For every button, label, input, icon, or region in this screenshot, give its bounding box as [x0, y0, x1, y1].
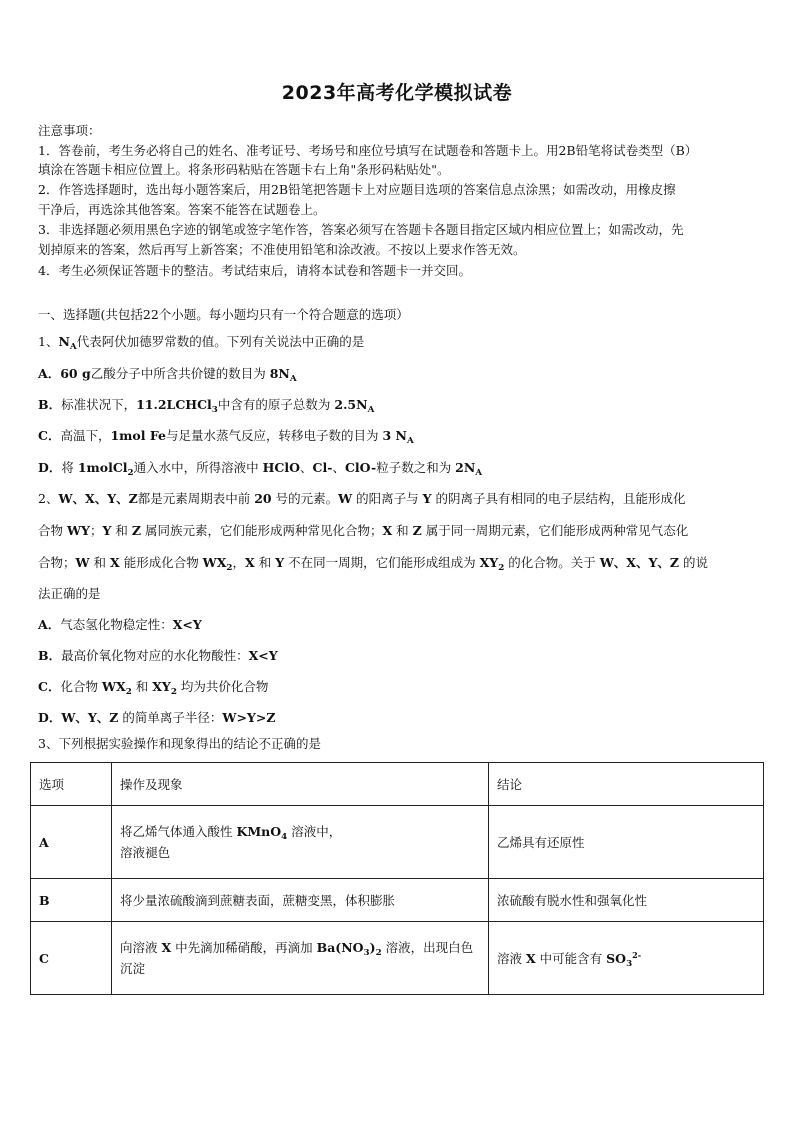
q1-option-a: A．60 g乙酸分子中所含共价键的数目为 $8N_A$ [38, 366, 297, 384]
header-option: 选项 [31, 763, 112, 806]
table-row: C 向溶液 X 中先滴加稀硝酸，再滴加 $Ba(NO_3)_2$ 溶液，出现白色 沉淀 溶液 X 中可能含有 $SO_3^{2-}$ [31, 922, 764, 995]
section-heading: 一、选择题(共包括22个小题。每小题均只有一个符合题意的选项） [38, 307, 409, 322]
na-symbol: N [58, 334, 70, 349]
notice-line-5: 3．非选择题必须用黑色字迹的钢笔或签字笔作答，答案必须写在答题卡各题目指定区域内相应位置上；如需改动，先 [38, 222, 684, 237]
notice-heading: 注意事项： [38, 123, 101, 138]
q1-option-c: C．高温下，1mol Fe与足量水蒸气反应，转移电子数的目为 3 $N_A$ [38, 428, 414, 446]
q2-option-b: B．最高价氧化物对应的水化物酸性：X<Y [38, 648, 278, 663]
q2-option-c: C．化合物 $WX_2$ 和 $XY_2$ 均为共价化合物 [38, 679, 269, 697]
notice-line-6: 划掉原来的答案，然后再写上新答案；不准使用铅笔和涂改液。不按以上要求作答无效。 [38, 242, 526, 257]
question-3-stem: 3、下列根据实验操作和现象得出的结论不正确 · ·的是 [38, 735, 321, 753]
notice-line-3: 2．作答选择题时，选出每小题答案后，用2B铅笔把答题卡上对应题目选项的答案信息点涂黑；如需改动，用橡皮擦 [38, 182, 676, 197]
table-row: A 将乙烯气体通入酸性 KMnO$_4$ 溶液中， 溶液褪色 乙烯具有还原性 [31, 806, 764, 879]
table-header-row [31, 763, 764, 806]
notice-line-4: 干净后，再选涂其他答案。答案不能答在试题卷上。 [38, 202, 326, 217]
question-2-line-2: 合物 WY；Y 和 Z 属同族元素，它们能形成两种常见化合物；X 和 Z 属于同一周期元素，它们能形成两种常见气态化 [38, 523, 689, 538]
notice-line-1: 1．答卷前，考生务必将自己的姓名、准考证号、考场号和座位号填写在试题卷和答题卡上。用2B铅笔将试卷类型（B） [38, 143, 698, 158]
notice-line-2: 填涂在答题卡相应位置上。将条形码粘贴在答题卡右上角"条形码粘贴处"。 [38, 162, 450, 177]
header-conclusion: 结论 [489, 763, 764, 806]
q2-option-d: D．W、Y、Z 的简单离子半径：W>Y>Z [38, 710, 276, 725]
q1-option-d: D．将 1molCl$_2$通入水中，所得溶液中 HClO、Cl-、ClO-粒子数之和为 $2N_A$ [38, 460, 483, 478]
q1-option-b: B．标准状况下，11.2LCHCl$_3$中含有的原子总数为 $2.5N_A$ [38, 397, 375, 415]
table-row: B 将少量浓硫酸滴到蔗糖表面，蔗糖变黑，体积膨胀 浓硫酸有脱水性和强氧化性 [31, 879, 764, 922]
notice-line-7: 4．考生必须保证答题卡的整洁。考试结束后，请将本试卷和答题卡一并交回。 [38, 263, 471, 278]
emphasis-text: 不正确 · · [258, 736, 296, 751]
question-1-stem [38, 333, 364, 351]
question-2-line-4: 法正确的是 [38, 586, 101, 601]
question-number: 1、 [38, 334, 59, 349]
header-operation: 操作及现象 [112, 763, 489, 806]
na-subscript: A [69, 342, 77, 352]
question-2-line-1: 2、W、X、Y、Z都是元素周期表中前 20 号的元素。W 的阳离子与 Y 的阴离子具有相同的电子层结构，且能形成化 [38, 491, 686, 506]
experiment-table [30, 762, 764, 995]
q2-option-a: A．气态氢化物稳定性：X<Y [38, 617, 202, 632]
question-text: 代表阿伏加德罗常数的值。下列有关说法中正确的是 [76, 334, 365, 349]
page-title: 2023年高考化学模拟试卷 [281, 82, 513, 104]
question-2-line-3: 合物；W 和 X 能形成化合物 $WX_2$，X 和 Y 不在同一周期，它们能形成组成为 $XY_2$ 的化合物。关于 W、X、Y、Z 的说 [38, 555, 709, 573]
